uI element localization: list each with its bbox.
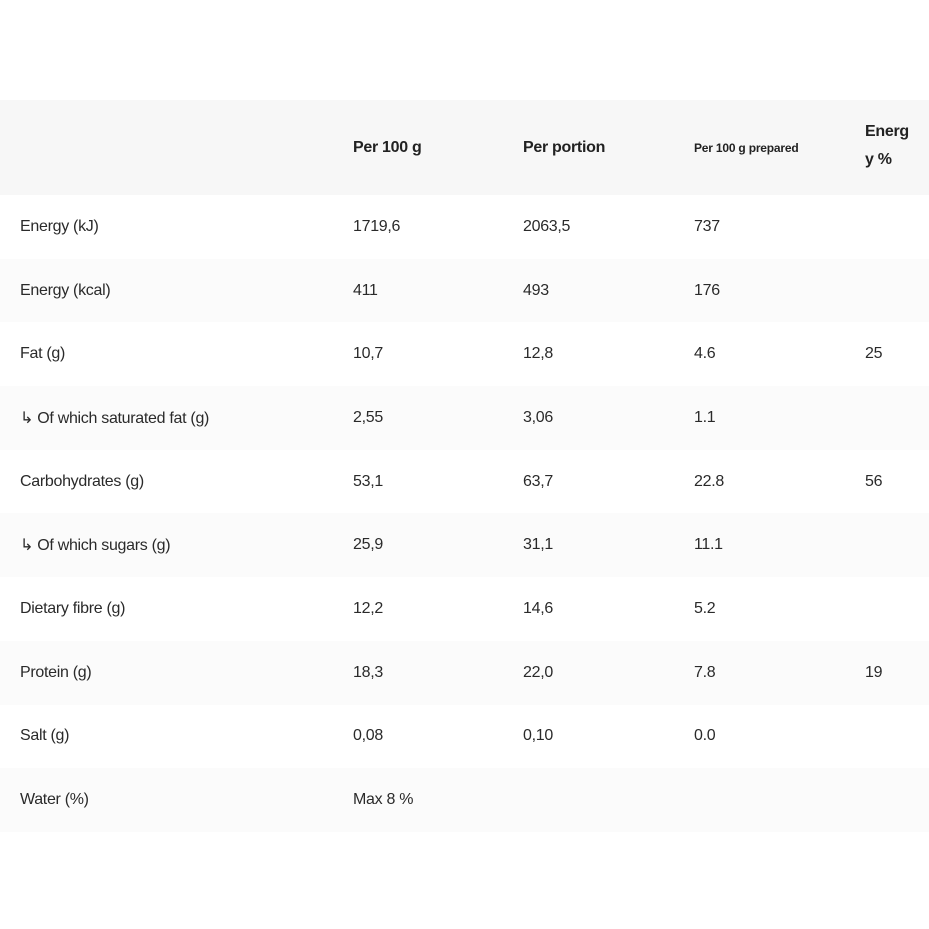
value-per-portion: 63,7 xyxy=(523,472,553,490)
value-prepared: 11.1 xyxy=(694,536,723,554)
header-row xyxy=(0,100,929,195)
value-per-portion: 2063,5 xyxy=(523,217,571,235)
table-row xyxy=(0,450,929,514)
value-per-100g: 25,9 xyxy=(353,536,383,554)
nutrient-name: ↳ Of which sugars (g) xyxy=(20,537,171,555)
value-prepared: 176 xyxy=(694,281,720,299)
value-per-100g: 1719,6 xyxy=(353,217,401,235)
value-energy-percent xyxy=(845,513,929,577)
table-row xyxy=(0,577,929,641)
table-row xyxy=(0,259,929,323)
value-per-100g: Max 8 % xyxy=(353,791,414,809)
value-prepared xyxy=(674,768,845,832)
value-prepared: 1.1 xyxy=(694,408,716,426)
nutrient-name: ↳ Of which saturated fat (g) xyxy=(20,409,210,427)
value-prepared: 22.8 xyxy=(694,472,724,490)
value-prepared: 0.0 xyxy=(694,727,716,745)
nutrient-name: Salt (g) xyxy=(20,727,70,745)
header-nutrient xyxy=(0,100,333,195)
value-energy-percent: 25 xyxy=(865,345,883,363)
value-per-100g: 2,55 xyxy=(353,408,383,426)
header-per-portion: Per portion xyxy=(523,138,606,156)
nutrient-name: Energy (kJ) xyxy=(20,217,99,235)
table-row xyxy=(0,705,929,769)
value-energy-percent xyxy=(845,386,929,450)
table-header xyxy=(0,100,929,195)
table-row xyxy=(0,322,929,386)
header-per-100g-prepared: Per 100 g prepared xyxy=(694,140,799,155)
value-per-100g: 12,2 xyxy=(353,599,383,617)
table-row xyxy=(0,513,929,577)
value-per-portion: 12,8 xyxy=(523,345,553,363)
value-energy-percent: 56 xyxy=(865,472,883,490)
value-per-portion: 493 xyxy=(523,281,549,299)
value-per-100g: 18,3 xyxy=(353,663,383,681)
value-energy-percent xyxy=(845,705,929,769)
value-energy-percent xyxy=(845,259,929,323)
nutrient-name: Fat (g) xyxy=(20,345,66,363)
value-per-portion: 22,0 xyxy=(523,663,553,681)
value-energy-percent xyxy=(845,577,929,641)
value-per-portion xyxy=(503,768,674,832)
nutrient-name: Dietary fibre (g) xyxy=(20,599,126,617)
header-energy-percent-label: Energy % xyxy=(865,123,909,168)
value-energy-percent: 19 xyxy=(865,663,883,681)
table-row xyxy=(0,386,929,450)
nutrient-name: Energy (kcal) xyxy=(20,281,111,299)
value-energy-percent xyxy=(845,768,929,832)
value-per-portion: 14,6 xyxy=(523,599,553,617)
value-per-portion: 0,10 xyxy=(523,727,553,745)
value-prepared: 4.6 xyxy=(694,345,716,363)
nutrient-name: Carbohydrates (g) xyxy=(20,472,144,490)
table-row xyxy=(0,768,929,832)
table-row xyxy=(0,641,929,705)
value-per-portion: 3,06 xyxy=(523,408,553,426)
value-energy-percent xyxy=(845,195,929,259)
header-per-100g: Per 100 g xyxy=(353,138,422,156)
table-body xyxy=(0,195,929,832)
nutrient-name: Water (%) xyxy=(20,791,89,809)
value-per-100g: 411 xyxy=(353,281,378,299)
value-prepared: 5.2 xyxy=(694,599,716,617)
value-prepared: 737 xyxy=(694,217,720,235)
table-row xyxy=(0,195,929,259)
value-prepared: 7.8 xyxy=(694,663,716,681)
nutrition-table xyxy=(0,100,929,832)
nutrient-name: Protein (g) xyxy=(20,663,92,681)
value-per-100g: 53,1 xyxy=(353,472,383,490)
header-energy-percent xyxy=(845,100,929,195)
value-per-100g: 0,08 xyxy=(353,727,383,745)
value-per-100g: 10,7 xyxy=(353,345,383,363)
value-per-portion: 31,1 xyxy=(523,536,553,554)
